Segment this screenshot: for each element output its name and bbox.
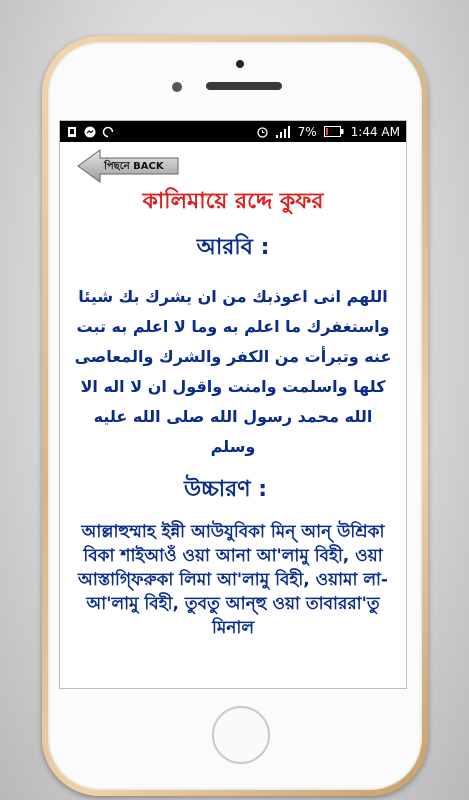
notification-icon xyxy=(66,126,78,138)
messenger-icon xyxy=(84,126,96,138)
battery-percent: 7% xyxy=(297,124,317,139)
clock-time: 1:44 AM xyxy=(350,124,400,139)
earpiece-speaker xyxy=(206,82,282,90)
sync-icon xyxy=(102,126,114,138)
back-button-label: পিছনে BACK xyxy=(104,161,164,172)
pronunciation-text: আল্লাহুম্মাহ ইন্নী আউযুবিকা মিন্ আন্ উশ্রিকা বিকা শাইআওঁ ওয়া আনা আ'লামু বিহী, ওয়া আস্তাগ্ফিরুকা লিমা আ'লামু বিহী, ওয়ামা লা-আ'লামু বিহী, তুবতু আন্হু ওয়া তাবাররা'তু মিনাল xyxy=(78,522,388,638)
app-screen xyxy=(60,121,406,688)
content-area xyxy=(60,142,406,688)
proximity-sensor xyxy=(172,82,182,92)
arabic-heading: আরবি : xyxy=(196,235,270,260)
front-camera xyxy=(236,60,244,68)
status-bar xyxy=(60,121,406,142)
status-bar-right xyxy=(256,125,400,139)
back-button[interactable] xyxy=(76,148,180,184)
signal-icon xyxy=(275,126,291,138)
alarm-clock-icon xyxy=(256,126,268,138)
battery-icon xyxy=(324,126,344,138)
page-title: কালিমায়ে রদ্দে কুফর xyxy=(142,189,324,214)
pronunciation-heading: উচ্চারণ : xyxy=(184,477,268,502)
arabic-text: اللهم انى اعوذبك من ان يشرك بك شيئا واستغفرك ما اعلم به وما لا اعلم به تبت عنه وتبرأت من الكفر والشرك والمعاصى كلها واسلمت وامنت واقول ان لا اله الا الله محمد رسول الله صلى الله عليه وسلم xyxy=(74,287,392,456)
home-button[interactable] xyxy=(212,706,270,764)
status-bar-left xyxy=(66,126,114,138)
